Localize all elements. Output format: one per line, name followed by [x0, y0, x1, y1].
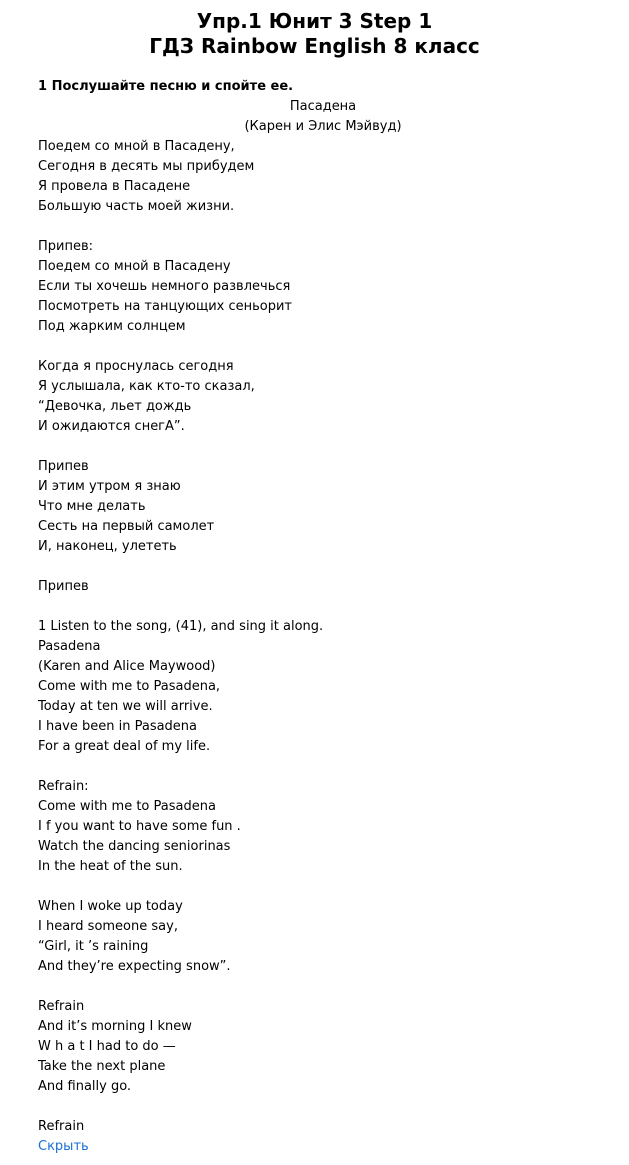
- ru-verse2-line: “Девочка, льет дождь: [38, 399, 192, 414]
- en-refrain-ref: Refrain: [38, 1119, 85, 1134]
- en-refrain-label: Refrain:: [38, 779, 89, 794]
- en-song-authors: (Karen and Alice Maywood): [38, 659, 216, 674]
- ru-verse3-line: И этим утром я знаю: [38, 479, 181, 494]
- spacer: [38, 217, 608, 237]
- en-verse2-line: When I woke up today: [38, 899, 183, 914]
- ru-verse1-line: Большую часть моей жизни.: [38, 199, 235, 214]
- en-verse2-line: “Girl, it ’s raining: [38, 939, 149, 954]
- spacer: [38, 597, 608, 617]
- exercise-content: [38, 77, 608, 1157]
- en-verse1-line: Come with me to Pasadena,: [38, 679, 221, 694]
- page-title-line1: Упр.1 Юнит 3 Step 1: [196, 9, 433, 33]
- ru-song-title: Пасадена: [289, 99, 357, 114]
- spacer: [38, 437, 608, 457]
- en-refrain-line: I f you want to have some fun .: [38, 819, 241, 834]
- ru-song-authors: (Карен и Элис Мэйвуд): [244, 119, 402, 134]
- ru-verse3-line: Сесть на первый самолет: [38, 519, 215, 534]
- ru-chorus-line: Под жарким солнцем: [38, 319, 186, 334]
- spacer: [38, 557, 608, 577]
- ru-chorus-line: Если ты хочешь немного развлечься: [38, 279, 291, 294]
- en-song-title: Pasadena: [38, 639, 101, 654]
- en-refrain-line: Watch the dancing seniorinas: [38, 839, 231, 854]
- en-verse1-line: For a great deal of my life.: [38, 739, 211, 754]
- en-verse2-line: I heard someone say,: [38, 919, 178, 934]
- spacer: [38, 877, 608, 897]
- ru-verse1-line: Поедем со мной в Пасадену,: [38, 139, 235, 154]
- en-verse3-line: W h a t I had to do —: [38, 1039, 176, 1054]
- en-task-heading: 1 Listen to the song, (41), and sing it along.: [38, 619, 324, 634]
- en-refrain-ref: Refrain: [38, 999, 85, 1014]
- ru-chorus-ref: Припев: [38, 579, 89, 594]
- ru-verse3-line: Что мне делать: [38, 499, 146, 514]
- en-refrain-line: In the heat of the sun.: [38, 859, 183, 874]
- en-verse1-line: Today at ten we will arrive.: [38, 699, 213, 714]
- ru-chorus-line: Посмотреть на танцующих сеньорит: [38, 299, 293, 314]
- en-refrain-line: Come with me to Pasadena: [38, 799, 216, 814]
- page-title-line2: ГДЗ Rainbow English 8 класс: [149, 34, 480, 58]
- spacer: [38, 1097, 608, 1117]
- ru-verse2-line: Я услышала, как кто-то сказал,: [38, 379, 255, 394]
- en-verse3-line: And it’s morning I knew: [38, 1019, 192, 1034]
- en-verse2-line: And they’re expecting snow”.: [38, 959, 231, 974]
- en-verse3-line: And finally go.: [38, 1079, 132, 1094]
- ru-verse3-line: И, наконец, улететь: [38, 539, 177, 554]
- spacer: [38, 757, 608, 777]
- ru-verse2-line: Когда я проснулась сегодня: [38, 359, 234, 374]
- spacer: [38, 337, 608, 357]
- hide-answer-link[interactable]: Скрыть: [38, 1139, 89, 1154]
- ru-chorus-line: Поедем со мной в Пасадену: [38, 259, 231, 274]
- ru-verse2-line: И ожидаются снегА”.: [38, 419, 185, 434]
- ru-verse1-line: Я провела в Пасадене: [38, 179, 191, 194]
- spacer: [38, 977, 608, 997]
- ru-chorus-label: Припев:: [38, 239, 94, 254]
- en-verse1-line: I have been in Pasadena: [38, 719, 198, 734]
- ru-task-heading: 1 Послушайте песню и спойте ее.: [38, 79, 294, 94]
- en-verse3-line: Take the next plane: [38, 1059, 166, 1074]
- ru-chorus-ref: Припев: [38, 459, 89, 474]
- ru-verse1-line: Сегодня в десять мы прибудем: [38, 159, 255, 174]
